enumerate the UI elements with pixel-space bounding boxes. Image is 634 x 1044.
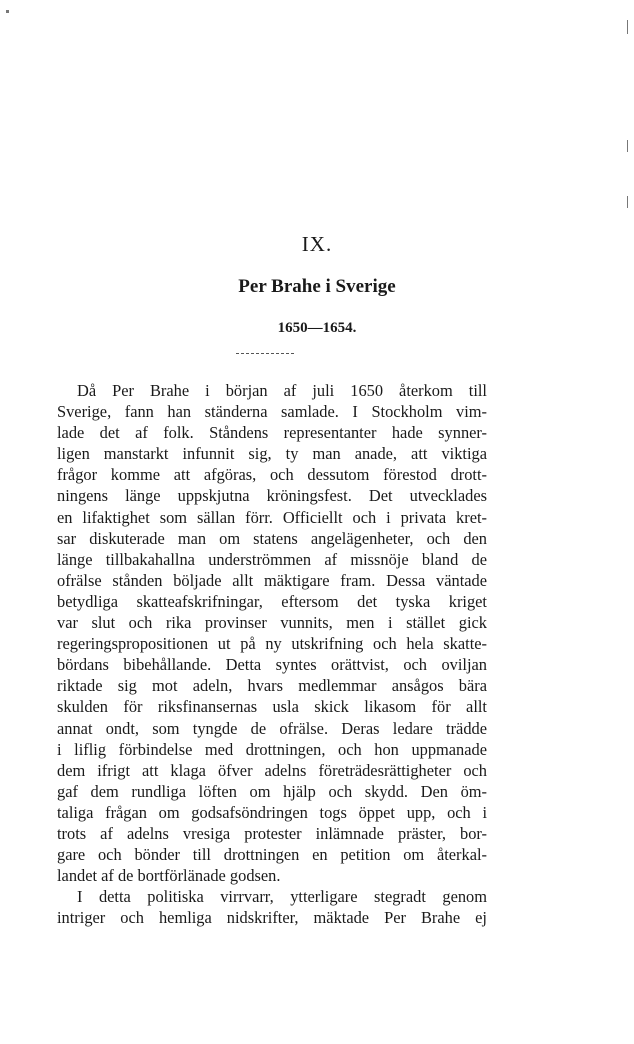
body-text (57, 380, 487, 928)
text-line: betydliga skatteafskrifningar, eftersom det tyska kriget (57, 591, 487, 611)
chapter-number: IX. (301, 232, 333, 256)
text-line: Då Per Brahe i början af juli 1650 återkom till (77, 381, 487, 400)
text-line: gaf dem rundliga löften om hjälp och skydd. Den öm- (57, 781, 487, 801)
text-line: i liflig förbindelse med drottningen, och hon uppmanade (57, 739, 487, 759)
text-line: taliga frågan om godsafsöndringen togs öppet upp, och i (57, 802, 487, 822)
scan-edge-mark (6, 10, 9, 13)
text-line: Sverige, fann han ständerna samlade. I Stockholm vim- (57, 402, 487, 422)
text-line: regeringspropositionen ut på ny utskrifning och hela skatte- (57, 634, 487, 654)
text-line: ningens länge uppskjutna kröningsfest. Det utvecklades (57, 486, 487, 506)
text-line: intriger och hemliga nidskrifter, mäktade Per Brahe ej (57, 908, 487, 928)
text-line: sar diskuterade man om statens angelägenheter, och den (57, 528, 487, 548)
text-line: landet af de bortförlänade godsen. (57, 866, 281, 886)
text-line: en lifaktighet som sällan förr. Officiellt och i privata kret- (57, 507, 487, 527)
text-line: annat ondt, som tyngde de ofrälse. Deras ledare trädde (57, 718, 487, 738)
chapter-years: 1650—1654. (277, 320, 357, 336)
text-line: I detta politiska virrvarr, ytterligare stegradt genom (77, 887, 487, 907)
text-line: skulden för riksfinansernas usla skick likasom för allt (57, 697, 487, 717)
text-line: länge tillbakahallna underströmmen af missnöje bland de (57, 549, 487, 569)
chapter-title: Per Brahe i Sverige (238, 276, 396, 297)
scan-edge-mark (627, 140, 628, 152)
text-line: bördans bibehållande. Detta syntes orättvist, och oviljan (57, 655, 487, 675)
scan-edge-mark (627, 196, 628, 208)
text-line: lade det af folk. Ståndens representanter hade synner- (57, 423, 487, 443)
text-line: ligen manstarkt infunnit sig, ty man anade, att viktiga (57, 444, 487, 464)
text-line: var slut och rika provinser vunnits, men i stället gick (57, 613, 487, 633)
text-line: frågor komme att afgöras, och dessutom förestod drott- (57, 465, 487, 485)
text-line: dem ifrigt att klaga öfver adelns företrädesrättigheter och (57, 760, 487, 780)
text-line: trots af adelns vresiga protester inlämnade präster, bor- (57, 823, 487, 843)
section-divider (236, 353, 294, 354)
text-line: riktade sig mot adeln, hvars medlemmar ansågos bära (57, 676, 487, 696)
text-line: ofrälse stånden böljade allt mäktigare fram. Dessa väntade (57, 570, 487, 590)
text-line: gare och bönder till drottningen en petition om återkal- (57, 845, 487, 865)
scan-edge-mark (627, 20, 628, 34)
